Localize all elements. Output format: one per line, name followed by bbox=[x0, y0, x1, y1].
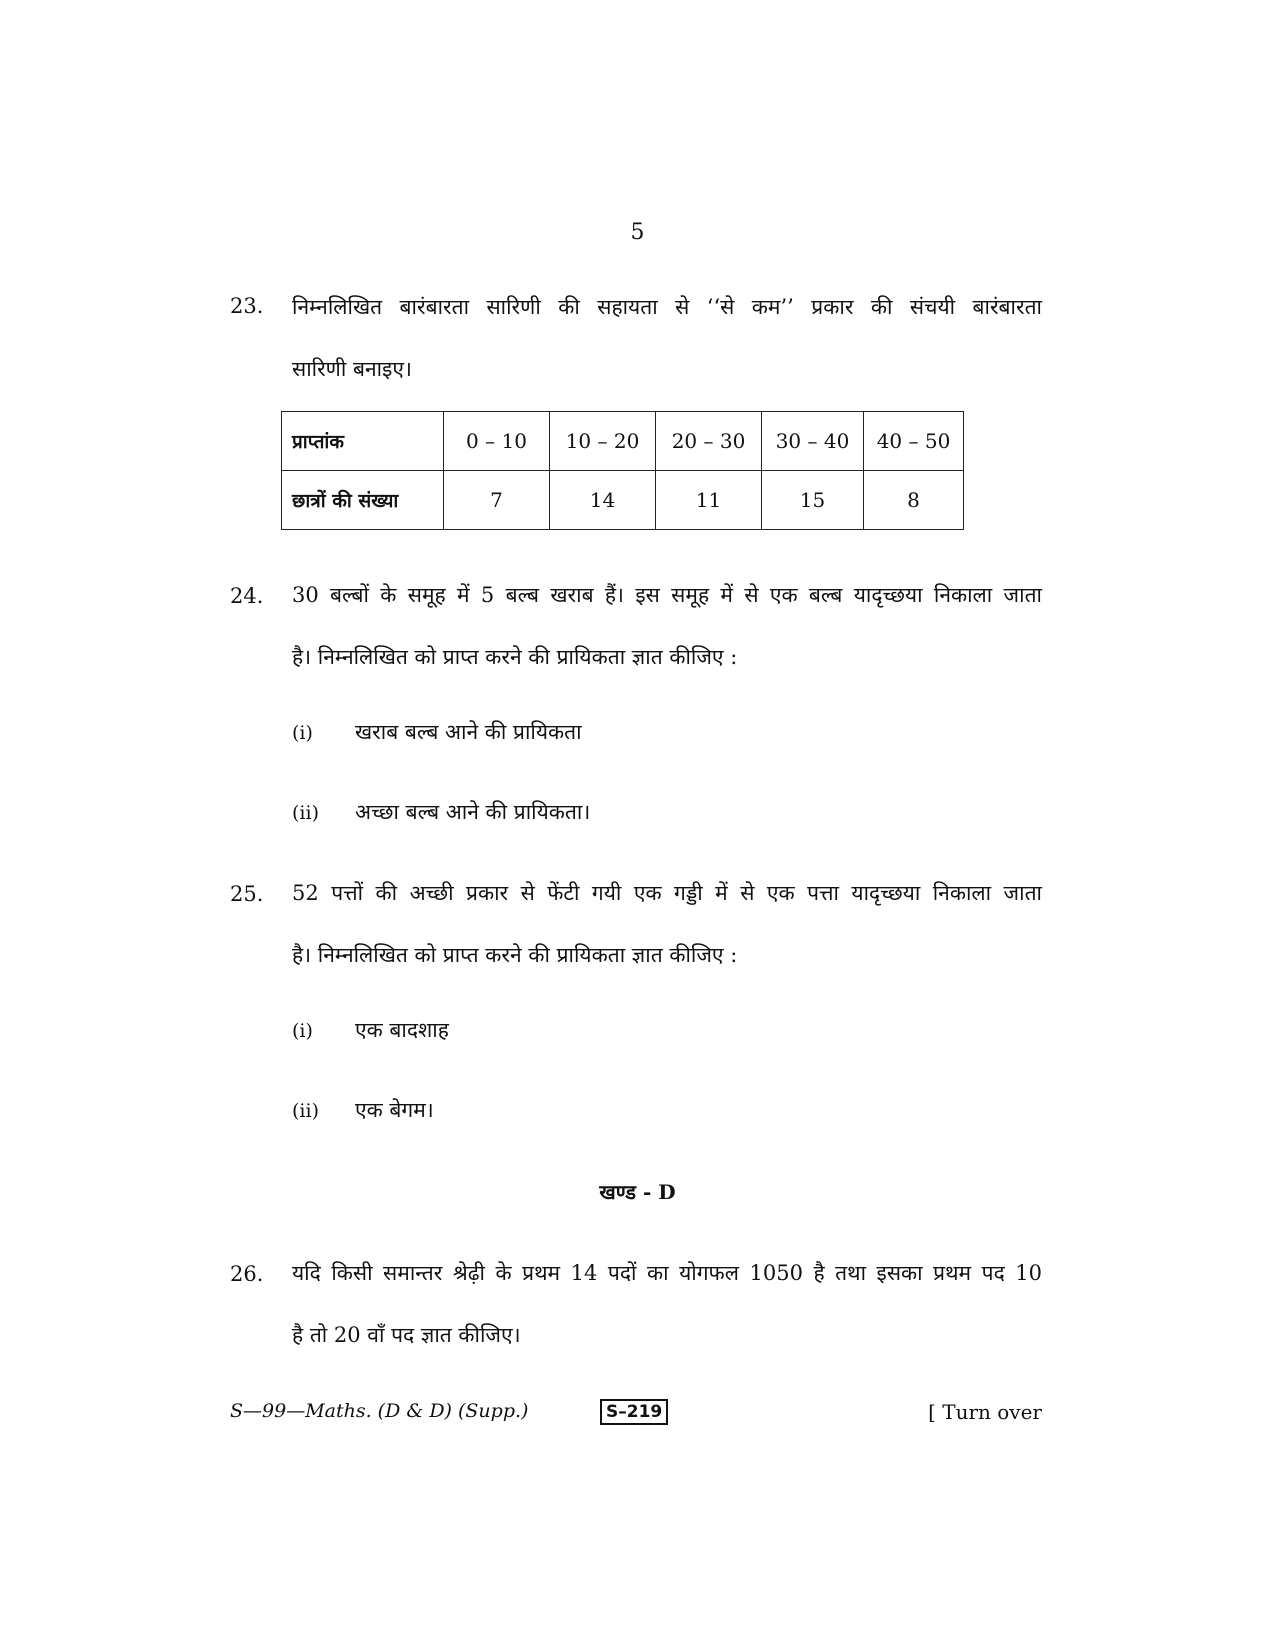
footer-series-badge: S–219 bbox=[600, 1399, 668, 1425]
table-cell-frequency: 14 bbox=[550, 471, 656, 530]
question-26-line-1: यदि किसी समान्तर श्रेढ़ी के प्रथम 14 पदों का योगफल 1050 है तथा इसका प्रथम पद 10 bbox=[292, 1261, 1042, 1285]
question-number-23: 23. bbox=[230, 294, 264, 318]
question-25-line-2: है। निम्नलिखित को प्राप्त करने की प्रायिकता ज्ञात कीजिए : bbox=[292, 943, 738, 967]
question-25-part-i-text: एक बादशाह bbox=[355, 1018, 449, 1042]
question-24-part-i-label: (i) bbox=[292, 722, 313, 744]
question-24-part-ii-text: अच्छा बल्ब आने की प्रायिकता। bbox=[355, 800, 591, 824]
question-25-line-1: 52 पत्तों की अच्छी प्रकार से फेंटी गयी एक गड्डी में से एक पत्ता यादृच्छया निकाला जाता bbox=[292, 881, 1042, 905]
table-cell-frequency: 15 bbox=[762, 471, 864, 530]
question-23-line-1: निम्नलिखित बारंबारता सारिणी की सहायता से ‘‘से कम’’ प्रकार की संचयी बारंबारता bbox=[292, 295, 1042, 319]
table-cell-interval: 10 – 20 bbox=[550, 412, 656, 471]
frequency-table bbox=[281, 411, 964, 530]
table-cell-frequency: 8 bbox=[864, 471, 964, 530]
section-heading: खण्ड - D bbox=[599, 1180, 676, 1204]
page-number: 5 bbox=[630, 220, 645, 245]
table-cell-interval: 30 – 40 bbox=[762, 412, 864, 471]
question-24-line-2: है। निम्नलिखित को प्राप्त करने की प्रायिकता ज्ञात कीजिए : bbox=[292, 645, 738, 669]
footer-paper-code: S—99—Maths. (D & D) (Supp.) bbox=[230, 1400, 529, 1422]
question-23-line-2: सारिणी बनाइए। bbox=[292, 357, 412, 381]
row-header-marks: प्राप्तांक bbox=[282, 412, 444, 471]
question-number-26: 26. bbox=[230, 1262, 264, 1286]
table-cell-interval: 20 – 30 bbox=[656, 412, 762, 471]
question-25-part-ii-text: एक बेगम। bbox=[355, 1098, 434, 1122]
footer-turn-over: [ Turn over bbox=[928, 1400, 1042, 1424]
table-row bbox=[282, 412, 964, 471]
question-24-part-i-text: खराब बल्ब आने की प्रायिकता bbox=[355, 720, 582, 744]
table-cell-frequency: 7 bbox=[444, 471, 550, 530]
table-cell-interval: 0 – 10 bbox=[444, 412, 550, 471]
table-cell-interval: 40 – 50 bbox=[864, 412, 964, 471]
question-26-line-2: है तो 20 वाँ पद ज्ञात कीजिए। bbox=[292, 1323, 521, 1347]
question-25-part-i-label: (i) bbox=[292, 1020, 313, 1042]
question-24-line-1: 30 बल्बों के समूह में 5 बल्ब खराब हैं। इस समूह में से एक बल्ब यादृच्छया निकाला जाता bbox=[292, 583, 1042, 607]
question-25-part-ii-label: (ii) bbox=[292, 1100, 319, 1122]
question-24-part-ii-label: (ii) bbox=[292, 802, 319, 824]
question-number-25: 25. bbox=[230, 882, 264, 906]
table-cell-frequency: 11 bbox=[656, 471, 762, 530]
question-number-24: 24. bbox=[230, 584, 264, 608]
row-header-students: छात्रों की संख्या bbox=[282, 471, 444, 530]
table-row bbox=[282, 471, 964, 530]
